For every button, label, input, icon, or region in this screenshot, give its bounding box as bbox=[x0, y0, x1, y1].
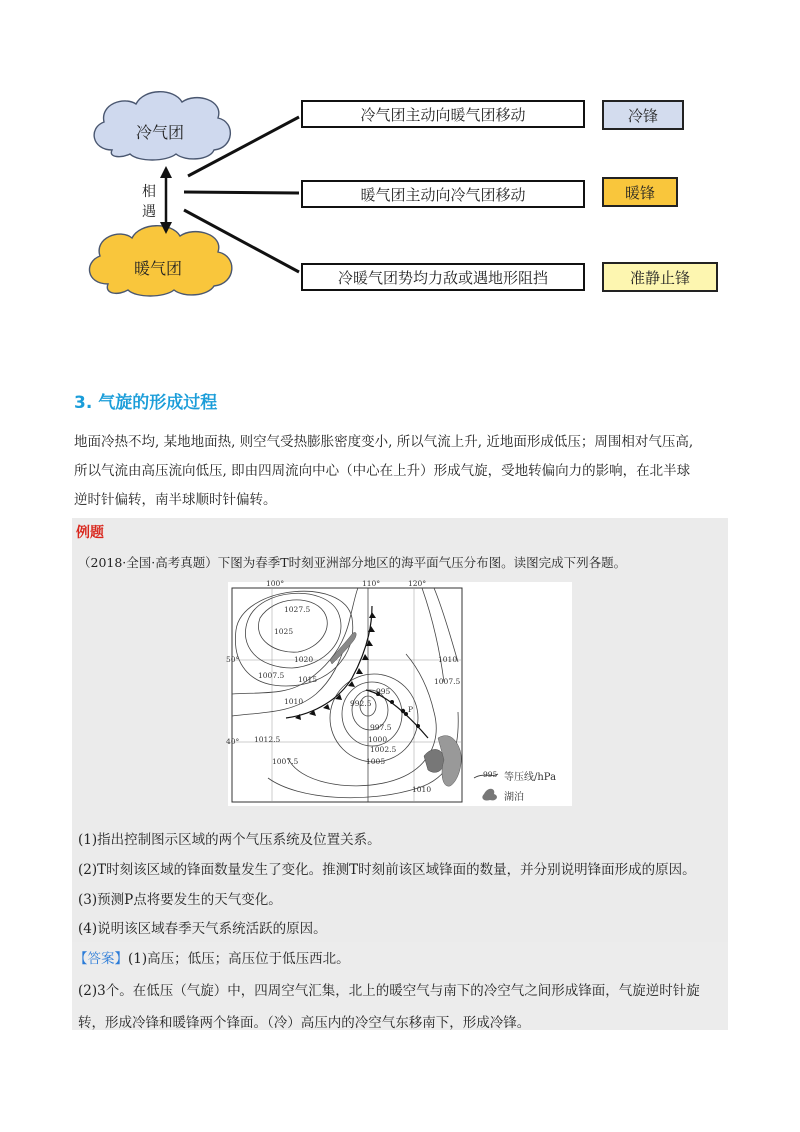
map-frame bbox=[232, 588, 462, 802]
connector-line-mid bbox=[184, 192, 299, 193]
example-label: 例题 bbox=[76, 525, 104, 541]
lon-label-120: 120° bbox=[408, 579, 427, 588]
isobar-label: 1010 bbox=[284, 697, 304, 706]
legend-lake-swatch bbox=[482, 789, 497, 801]
isobar-label: 1027.5 bbox=[284, 605, 311, 614]
isobar-label: 1000 bbox=[368, 735, 388, 744]
answer-line: (2)3个。在低压（气旋）中，四周空气汇集，北上的暖空气与南下的冷空气之间形成锋面，气旋逆时针旋 bbox=[78, 983, 700, 999]
isobar-label: 1007.5 bbox=[434, 677, 461, 686]
isobar-label: 1010 bbox=[412, 785, 432, 794]
question-4: (4)说明该区域春季天气系统活跃的原因。 bbox=[78, 921, 327, 937]
isobar-label: 1020 bbox=[294, 655, 314, 664]
coastal-lake bbox=[424, 749, 444, 772]
isobar-label: 1007.5 bbox=[258, 671, 285, 680]
lat-label-50: 50° bbox=[226, 655, 240, 664]
question-3: (3)预测P点将要发生的天气变化。 bbox=[78, 892, 282, 908]
answer-first-text: (1)高压；低压；高压位于低压西北。 bbox=[128, 951, 350, 967]
isobar-label: 1015 bbox=[298, 675, 318, 684]
paragraph-line: 地面冷热不均, 某地地面热, 则空气受热膨胀密度变小, 所以气流上升, 近地面形成低压；周围相对气压高, bbox=[74, 434, 694, 450]
front-row-3-desc: 冷暖气团势均力敌或遇地形阻挡 bbox=[301, 263, 585, 291]
answer-first-line bbox=[74, 947, 350, 967]
example-intro: （2018·全国·高考真题）下图为春季T时刻亚洲部分地区的海平面气压分布图。读图完成下列各题。 bbox=[78, 555, 627, 570]
meet-arrow-head-up bbox=[160, 166, 172, 178]
section-heading: 3. 气旋的形成过程 bbox=[74, 393, 218, 413]
answer-line: 转，形成冷锋和暖锋两个锋面。（冷）高压内的冷空气东移南下，形成冷锋。 bbox=[78, 1015, 531, 1031]
isobar-label: 1002.5 bbox=[370, 745, 397, 754]
pressure-map bbox=[226, 579, 572, 806]
legend-isobar-label: 等压线/hPa bbox=[504, 772, 557, 783]
legend-isobar-value: 995 bbox=[483, 770, 498, 779]
isobar-label: 997.5 bbox=[370, 723, 392, 732]
isobar-label: 1025 bbox=[274, 627, 294, 636]
paragraph-line: 逆时针偏转，南半球顺时针偏转。 bbox=[74, 492, 277, 508]
front-row-1-desc: 冷气团主动向暖气团移动 bbox=[301, 100, 585, 128]
isobar-label: 1012.5 bbox=[254, 735, 281, 744]
stationary-front-tag: 准静止锋 bbox=[602, 262, 718, 292]
cold-front-tag: 冷锋 bbox=[602, 100, 684, 130]
isobar-label: 1005 bbox=[366, 757, 386, 766]
legend-lake-label: 湖泊 bbox=[504, 792, 524, 803]
lon-label-110: 110° bbox=[362, 579, 381, 588]
answer-tag: 【答案】 bbox=[74, 951, 128, 967]
meet-label: 相遇 bbox=[142, 184, 156, 220]
pressure-map-svg bbox=[226, 579, 572, 806]
front-row-2-desc: 暖气团主动向冷气团移动 bbox=[301, 180, 585, 208]
warm-front-tag: 暖锋 bbox=[602, 177, 678, 207]
section-paragraph bbox=[74, 428, 734, 515]
isobar-label: 995 bbox=[376, 687, 391, 696]
isobar-label: 1010 bbox=[438, 655, 458, 664]
isobar-label: 1007.5 bbox=[272, 757, 299, 766]
lat-label-40: 40° bbox=[226, 737, 240, 746]
point-p-label: P bbox=[408, 705, 414, 714]
point-p bbox=[401, 709, 405, 713]
warm-mass-label: 暖气团 bbox=[134, 259, 183, 278]
question-2: (2)T时刻该区域的锋面数量发生了变化。推测T时刻前该区域锋面的数量，并分别说明锋面形成的原因。 bbox=[78, 862, 696, 878]
isobar-label: 992.5 bbox=[350, 699, 372, 708]
question-1: (1)指出控制图示区域的两个气压系统及位置关系。 bbox=[78, 832, 381, 848]
lon-label-100: 100° bbox=[266, 579, 285, 588]
paragraph-line: 所以气流由高压流向低压, 即由四周流向中心（中心在上升）形成气旋，受地转偏向力的影响，在北半球 bbox=[74, 463, 691, 479]
cold-mass-label: 冷气团 bbox=[136, 123, 185, 142]
